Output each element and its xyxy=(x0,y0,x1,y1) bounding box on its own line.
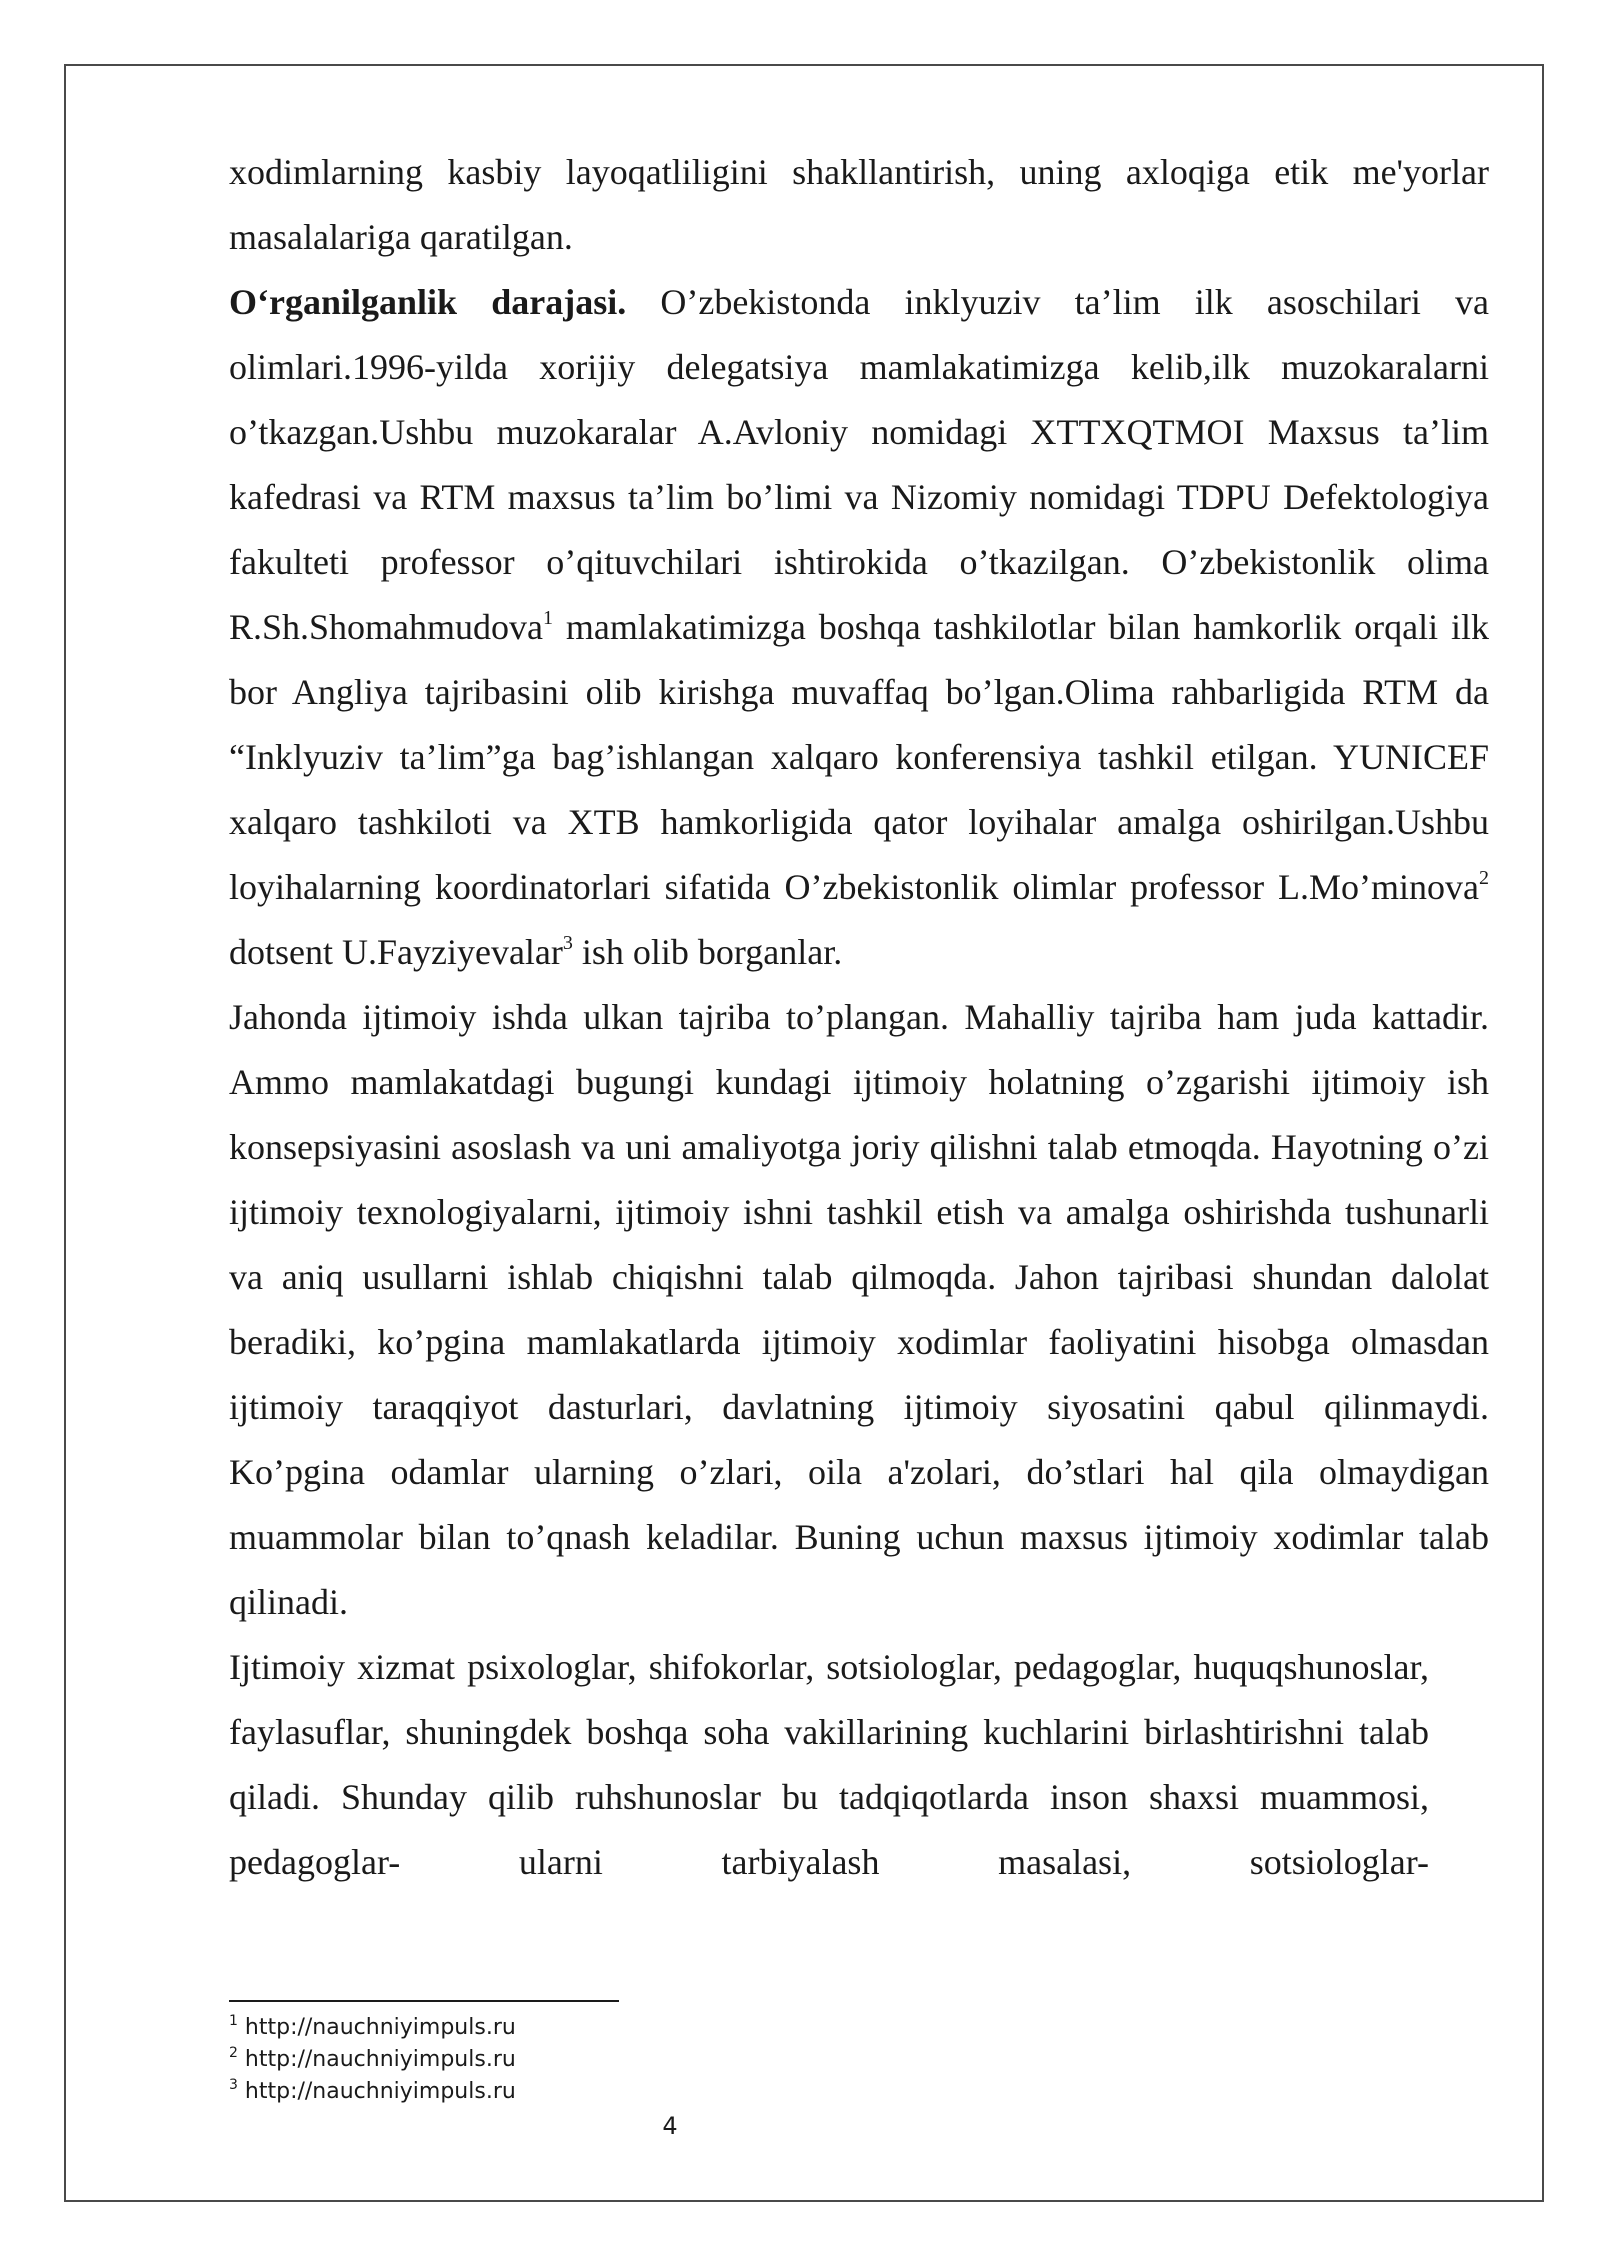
paragraph-3 xyxy=(229,985,1489,1635)
footnote-ref-2[interactable]: 2 xyxy=(1479,867,1489,889)
paragraph-2-text-d: ish olib borganlar. xyxy=(572,932,843,972)
paragraph-4-text: Ijtimoiy xizmat psixologlar, shifokorlar, sotsiologlar, pedagoglar, huquqshunoslar, faylasuflar, shuningdek boshqa soha vakillarining kuchlarini birlashtirishni talab qiladi. Shunday qilib ruhshunoslar bu tadqiqotlarda inson shaxsi muammosi, pedagoglar- ularni tarbiyalash masalasi, sotsiologlar- xyxy=(229,1647,1429,1882)
paragraph-2-text-a: O’zbekistonda inklyuziv ta’lim ilk asoschilari va olimlari.1996-yilda xorijiy delegatsiya mamlakatimizga kelib,ilk muzokaralarni o’tkazgan.Ushbu muzokaralar A.Avloniy nomidagi XTTXQTMOI Maxsus ta’lim kafedrasi va RTM maxsus ta’lim bo’limi va Nizomiy nomidagi TDPU Defektologiya fakulteti professor o’qituvchilari ishtirokida o’tkazilgan. O’zbekistonlik olima R.Sh.Shomahmudova xyxy=(229,282,1489,647)
footnote-1 xyxy=(229,2012,516,2044)
document-body xyxy=(229,140,1489,1895)
footnote-separator xyxy=(229,2000,619,2002)
page-number: 4 xyxy=(662,2112,678,2140)
footnote-mark: 3 xyxy=(229,2076,238,2093)
paragraph-4 xyxy=(229,1635,1429,1895)
paragraph-3-text: Jahonda ijtimoiy ishda ulkan tajriba to’plangan. Mahalliy tajriba ham juda kattadir. Ammo mamlakatdagi bugungi kundagi ijtimoiy holatning o’zgarishi ijtimoiy ish konsepsiyasini asoslash va uni amaliyotga joriy qilishni talab etmoqda. Hayotning o’zi ijtimoiy texnologiyalarni, ijtimoiy ishni tashkil etish va amalga oshirishda tushunarli va aniq usullarni ishlab chiqishni talab qilmoqda. Jahon tajribasi shundan dalolat beradiki, ko’pgina mamlakatlarda ijtimoiy xodimlar faoliyatini hisobga olmasdan ijtimoiy taraqqiyot dasturlari, davlatning ijtimoiy siyosatini qabul qilinmaydi. Ko’pgina odamlar ularning o’zlari, oila a'zolari, do’stlari hal qila olmaydigan muammolar bilan to’qnash keladilar. Buning uchun maxsus ijtimoiy xodimlar talab qilinadi. xyxy=(229,997,1489,1622)
footnote-mark: 2 xyxy=(229,2044,238,2061)
paragraph-2-text-c: dotsent U.Fayziyevalar xyxy=(229,932,563,972)
footnote-mark: 1 xyxy=(229,2012,238,2029)
section-heading: O‘rganilganlik darajasi. xyxy=(229,282,627,322)
paragraph-1 xyxy=(229,140,1489,270)
footnote-3 xyxy=(229,2076,516,2108)
paragraph-2 xyxy=(229,270,1489,985)
paragraph-1-text: xodimlarning kasbiy layoqatliligini shakllantirish, uning axloqiga etik me'yorlar masalalariga qaratilgan. xyxy=(229,152,1489,257)
footnote-2 xyxy=(229,2044,516,2076)
footnote-ref-3[interactable]: 3 xyxy=(562,932,573,954)
footnote-ref-1[interactable]: 1 xyxy=(543,607,554,629)
footnote-link[interactable]: http://nauchniyimpuls.ru xyxy=(237,2047,516,2072)
footnote-link[interactable]: http://nauchniyimpuls.ru xyxy=(237,2079,516,2104)
paragraph-2-text-b: mamlakatimizga boshqa tashkilotlar bilan hamkorlik orqali ilk bor Angliya tajribasini olib kirishga muvaffaq bo’lgan.Olima rahbarligida RTM da “Inklyuziv ta’lim”ga bag’ishlangan xalqaro konferensiya tashkil etilgan. YUNICEF xalqaro tashkiloti va XTB hamkorligida qator loyihalar amalga oshirilgan.Ushbu loyihalarning koordinatorlari sifatida O’zbekistonlik olimlar professor L.Mo’minova xyxy=(229,607,1489,907)
footnote-link[interactable]: http://nauchniyimpuls.ru xyxy=(237,2015,516,2040)
footnotes xyxy=(229,2012,516,2108)
